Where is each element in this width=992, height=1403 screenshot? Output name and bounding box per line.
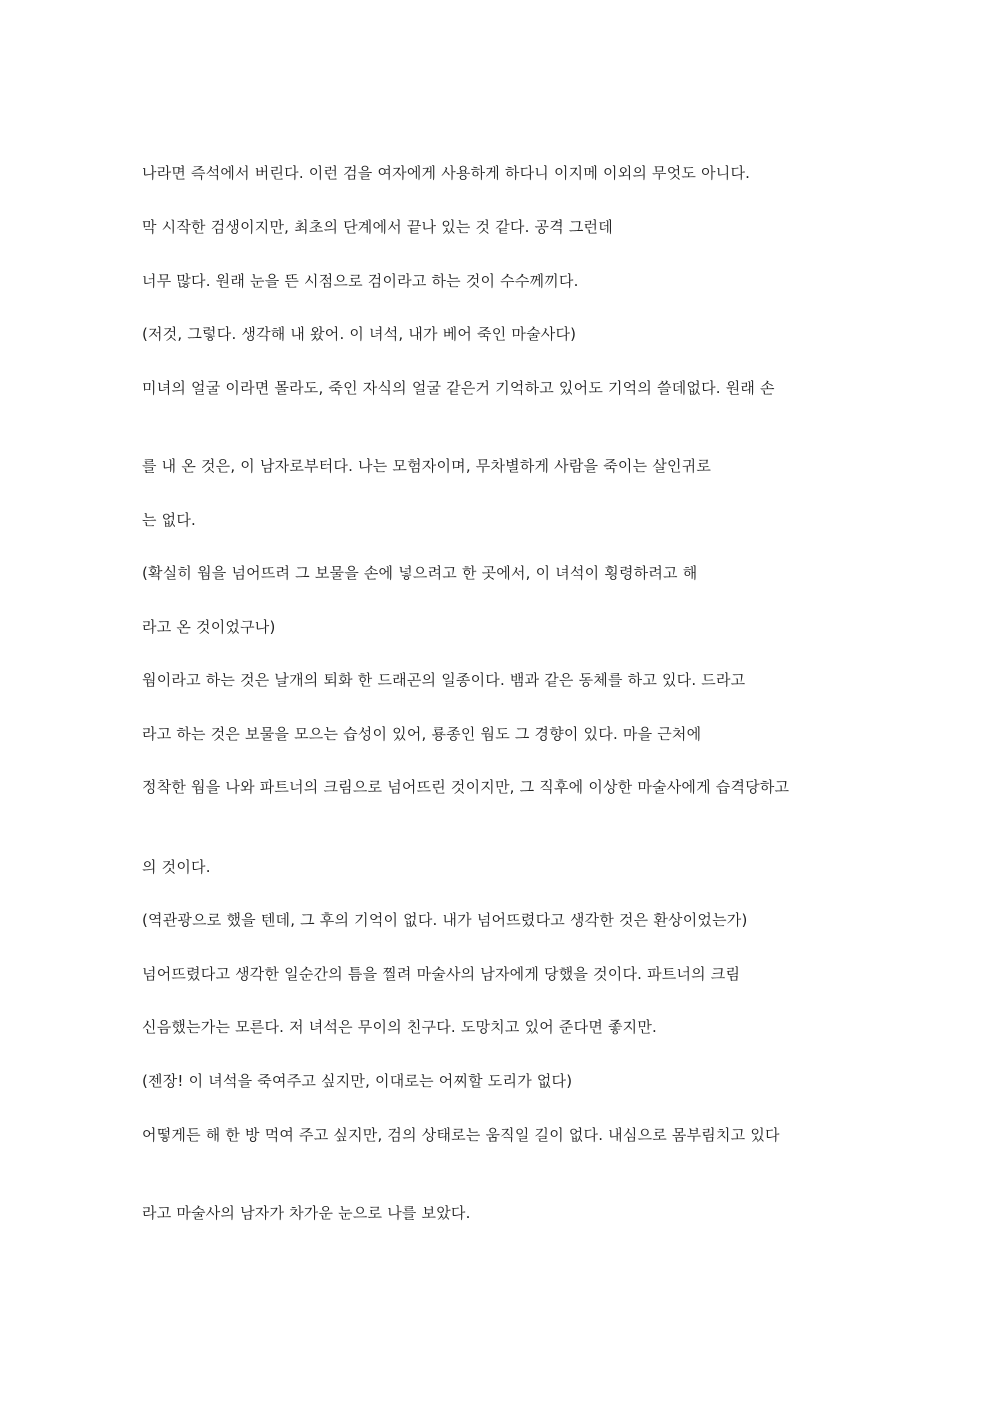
paragraph-17: (젠장! 이 녀석을 죽여주고 싶지만, 이대로는 어찌할 도리가 없다) bbox=[142, 1072, 573, 1090]
paragraph-11: 라고 하는 것은 보물을 모으는 습성이 있어, 룡종인 웜도 그 경향이 있다. 마을 근처에 bbox=[142, 725, 702, 743]
paragraph-3: 너무 많다. 원래 눈을 뜬 시점으로 검이라고 하는 것이 수수께끼다. bbox=[142, 272, 579, 290]
paragraph-5: 미녀의 얼굴 이라면 몰라도, 죽인 자식의 얼굴 같은거 기억하고 있어도 기억의 쓸데없다. 원래 손 bbox=[142, 379, 775, 397]
paragraph-16: 신음했는가는 모른다. 저 녀석은 무이의 친구다. 도망치고 있어 준다면 좋지만. bbox=[142, 1018, 658, 1036]
paragraph-1: 나라면 즉석에서 버린다. 이런 검을 여자에게 사용하게 하다니 이지메 이외의 무엇도 아니다. bbox=[142, 164, 751, 182]
paragraph-6: 를 내 온 것은, 이 남자로부터다. 나는 모험자이며, 무차별하게 사람을 죽이는 살인귀로 bbox=[142, 457, 712, 475]
paragraph-12: 정착한 웜을 나와 파트너의 크림으로 넘어뜨린 것이지만, 그 직후에 이상한 마술사에게 습격당하고 bbox=[142, 778, 790, 796]
paragraph-19: 라고 마술사의 남자가 차가운 눈으로 나를 보았다. bbox=[142, 1204, 471, 1222]
paragraph-2: 막 시작한 검생이지만, 최초의 단계에서 끝나 있는 것 같다. 공격 그런데 bbox=[142, 218, 613, 236]
paragraph-4: (저것, 그렇다. 생각해 내 왔어. 이 녀석, 내가 베어 죽인 마술사다) bbox=[142, 325, 577, 343]
paragraph-7: 는 없다. bbox=[142, 511, 197, 529]
paragraph-14: (역관광으로 했을 텐데, 그 후의 기억이 없다. 내가 넘어뜨렸다고 생각한 것은 환상이었는가) bbox=[142, 911, 748, 929]
paragraph-18: 어떻게든 해 한 방 먹여 주고 싶지만, 검의 상태로는 움직일 길이 없다. 내심으로 몸부림치고 있다 bbox=[142, 1126, 780, 1144]
paragraph-9: 라고 온 것이었구나) bbox=[142, 618, 276, 636]
paragraph-13: 의 것이다. bbox=[142, 858, 211, 876]
paragraph-15: 넘어뜨렸다고 생각한 일순간의 틈을 찔려 마술사의 남자에게 당했을 것이다. 파트너의 크림 bbox=[142, 965, 741, 983]
paragraph-10: 웜이라고 하는 것은 날개의 퇴화 한 드래곤의 일종이다. 뱀과 같은 동체를 하고 있다. 드라고 bbox=[142, 671, 746, 689]
paragraph-8: (확실히 웜을 넘어뜨려 그 보물을 손에 넣으려고 한 곳에서, 이 녀석이 횡령하려고 해 bbox=[142, 564, 698, 582]
